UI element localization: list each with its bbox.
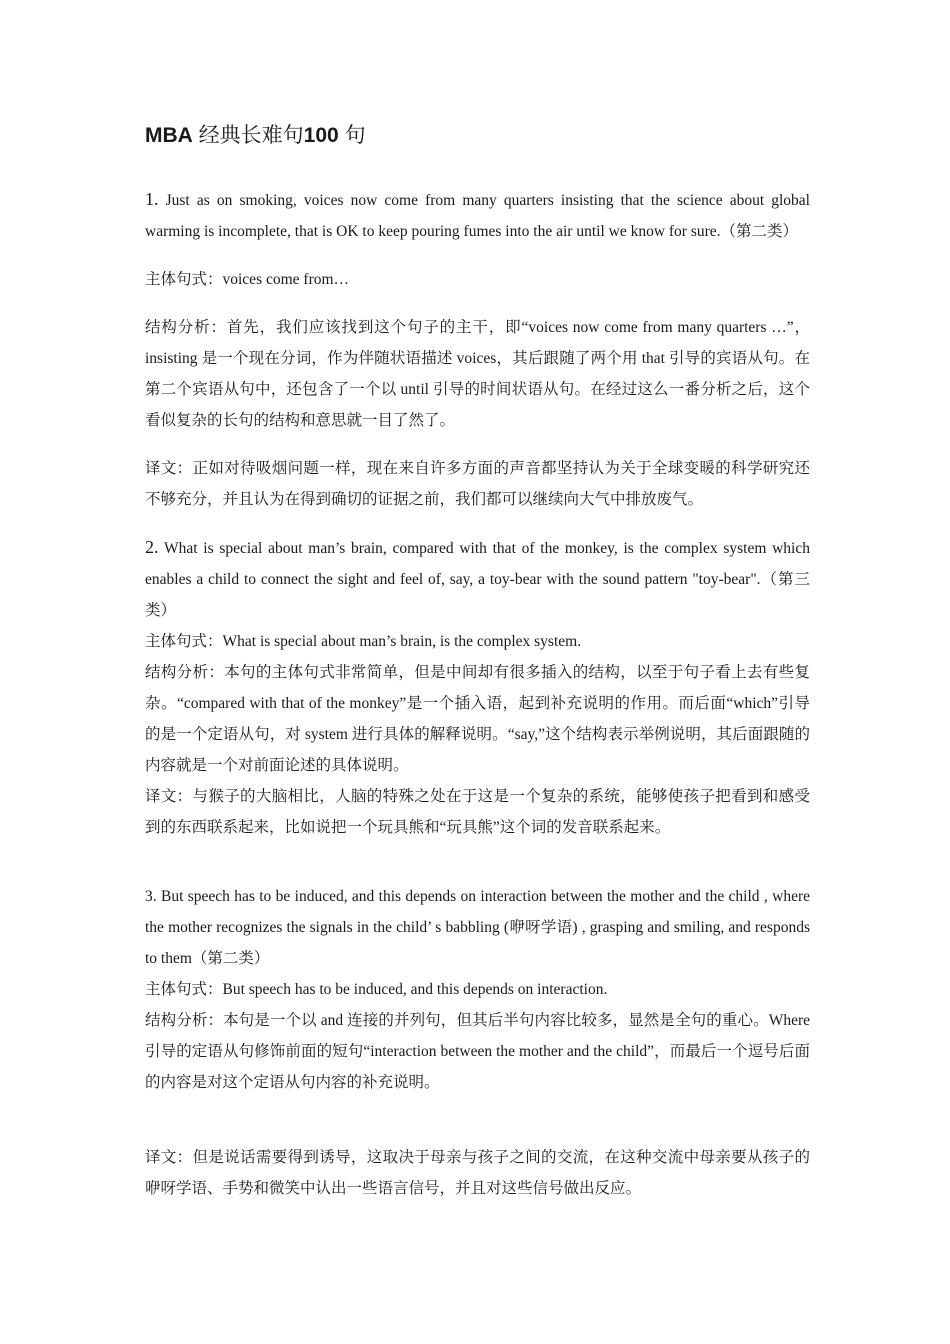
item-2-number: 2. bbox=[145, 537, 159, 557]
item-2-sentence bbox=[145, 532, 810, 626]
item-2-sentence-text: What is special about man’s brain, compared with that of the monkey, is the complex system which enables a child to connect the sight and feel of, say, a toy-bear with the sound pattern "toy-bear".（第三类） bbox=[145, 540, 810, 619]
item-1-analysis: 结构分析：首先，我们应该找到这个句子的主干，即“voices now come from many quarters …”，insisting 是一个现在分词，作为伴随状语描述 voices，其后跟随了两个用 that 引导的宾语从句。在第二个宾语从句中，还包含了一个以 until 引导的时间状语从句。在经过这么一番分析之后，这个看似复杂的长句的结构和意思就一目了然了。 bbox=[145, 319, 810, 429]
item-3-number: 3. bbox=[145, 888, 157, 905]
item-3-analysis: 结构分析：本句是一个以 and 连接的并列句，但其后半句内容比较多，显然是全句的重心。Where 引导的定语从句修饰前面的短句“interaction between the mother and the child”，而最后一个逗号后面的内容是对这个定语从句内容的补充说明。 bbox=[145, 1012, 810, 1091]
item-3-main-structure: 主体句式：But speech has to be induced, and this depends on interaction. bbox=[145, 981, 608, 998]
item-3-sentence bbox=[145, 881, 810, 974]
item-1-sentence-text: Just as on smoking, voices now come from many quarters insisting that the science about global warming is incomplete, that is OK to keep pouring fumes into the air until we know for sure.（第二类） bbox=[145, 192, 810, 240]
title-mid: 经典长难句 bbox=[198, 124, 304, 147]
title-suffix: 句 bbox=[344, 124, 366, 147]
item-2-translation: 译文：与猴子的大脑相比，人脑的特殊之处在于这是一个复杂的系统，能够使孩子把看到和感受到的东西联系起来，比如说把一个玩具熊和“玩具熊”这个词的发音联系起来。 bbox=[145, 788, 810, 836]
item-1-number: 1. bbox=[145, 189, 159, 209]
item-1-main-structure: 主体句式：voices come from… bbox=[145, 271, 350, 288]
title-num: 100 bbox=[303, 124, 339, 147]
document-title bbox=[145, 118, 810, 154]
item-3-sentence-text: But speech has to be induced, and this depends on interaction between the mother and the child , where the mother recognizes the signals in the child’ s babbling (咿呀学语) , grasping and smiling, and responds to them（第二类） bbox=[145, 888, 810, 967]
item-1-translation: 译文：正如对待吸烟问题一样，现在来自许多方面的声音都坚持认为关于全球变暖的科学研究还不够充分，并且认为在得到确切的证据之前，我们都可以继续向大气中排放废气。 bbox=[145, 460, 810, 508]
item-2-main-structure: 主体句式：What is special about man’s brain, is the complex system. bbox=[145, 633, 582, 650]
document-page bbox=[145, 118, 810, 1204]
item-1-sentence bbox=[145, 184, 810, 247]
title-prefix: MBA bbox=[145, 124, 193, 147]
item-2-analysis: 结构分析：本句的主体句式非常简单，但是中间却有很多插入的结构，以至于句子看上去有些复杂。“compared with that of the monkey”是一个插入语，起到补充说明的作用。而后面“which”引导的是一个定语从句，对 system 进行具体的解释说明。“say,”这个结构表示举例说明，其后面跟随的内容就是一个对前面论述的具体说明。 bbox=[145, 664, 810, 774]
item-3-translation: 译文：但是说话需要得到诱导，这取决于母亲与孩子之间的交流，在这种交流中母亲要从孩子的咿呀学语、手势和微笑中认出一些语言信号，并且对这些信号做出反应。 bbox=[145, 1149, 810, 1197]
